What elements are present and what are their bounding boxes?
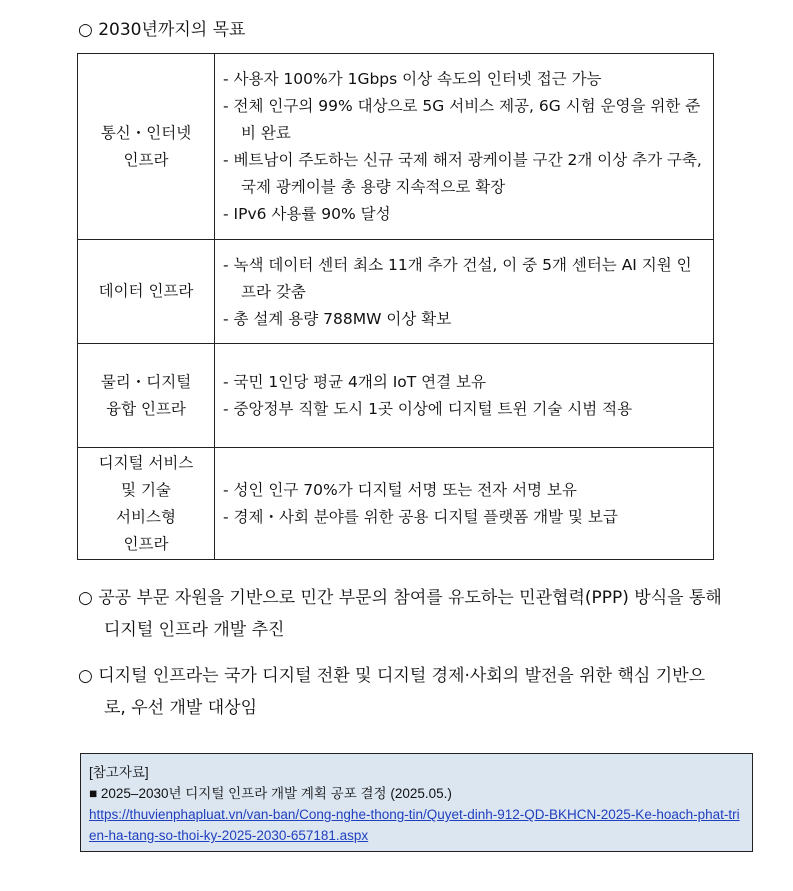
table-row bbox=[78, 344, 714, 448]
goal-item: - 사용자 100%가 1Gbps 이상 속도의 인터넷 접근 가능 bbox=[223, 70, 602, 88]
category-cell bbox=[78, 344, 215, 448]
goal-item: - 총 설계 용량 788MW 이상 확보 bbox=[223, 309, 452, 328]
goal-item: - 국민 1인당 평균 4개의 IoT 연결 보유 bbox=[223, 373, 487, 391]
category-label: 인프라 bbox=[123, 150, 169, 169]
items-cell bbox=[215, 344, 714, 448]
reference-link[interactable]: https://thuvienphapluat.vn/van-ban/Cong-nghe-thong-tin/Quyet-dinh-912-QD-BKHCN-2025-Ke-hoach-phat-trien-ha-tang-so-thoi-ky-2025-2030-657181.aspx bbox=[89, 807, 740, 843]
category-label: 물리・디지털 bbox=[100, 372, 192, 391]
goal-item: - IPv6 사용률 90% 달성 bbox=[223, 205, 391, 223]
section-heading: ○ 2030년까지의 목표 bbox=[78, 20, 246, 40]
goals-table bbox=[77, 53, 714, 560]
category-cell bbox=[78, 240, 215, 344]
category-label: 디지털 서비스 bbox=[98, 453, 194, 472]
category-label: 통신・인터넷 bbox=[100, 123, 192, 142]
table-row bbox=[78, 54, 714, 240]
items-cell bbox=[215, 240, 714, 344]
category-label: 데이터 인프라 bbox=[98, 282, 194, 300]
table-row bbox=[78, 240, 714, 344]
goal-item: - 녹색 데이터 센터 최소 11개 추가 건설, 이 중 5개 센터는 AI 지원 인프라 갖춤 bbox=[223, 255, 692, 301]
category-cell bbox=[78, 54, 215, 240]
category-cell bbox=[78, 448, 215, 560]
goal-item: - 중앙정부 직할 도시 1곳 이상에 디지털 트윈 기술 시범 적용 bbox=[223, 400, 633, 418]
items-cell bbox=[215, 448, 714, 560]
goal-item: - 성인 인구 70%가 디지털 서명 또는 전자 서명 보유 bbox=[223, 481, 577, 499]
items-cell bbox=[215, 54, 714, 240]
goal-item: - 베트남이 주도하는 신규 국제 해저 광케이블 구간 2개 이상 추가 구축, 국제 광케이블 총 용량 지속적으로 확장 bbox=[223, 151, 702, 196]
bullet-paragraph: ○ 디지털 인프라는 국가 디지털 전환 및 디지털 경제·사회의 발전을 위한 핵심 기반으로, 우선 개발 대상임 bbox=[78, 666, 706, 718]
goal-item: - 경제・사회 분야를 위한 공용 디지털 플랫폼 개발 및 보급 bbox=[223, 508, 618, 526]
category-label: 서비스형 bbox=[116, 507, 176, 526]
reference-title: ■ 2025–2030년 디지털 인프라 개발 계획 공포 결정 (2025.05.) bbox=[89, 786, 452, 801]
reference-box bbox=[80, 753, 753, 852]
category-label: 융합 인프라 bbox=[106, 399, 186, 418]
bullet-paragraph: ○ 공공 부문 자원을 기반으로 민간 부문의 참여를 유도하는 민관협력(PPP) 방식을 통해 디지털 인프라 개발 추진 bbox=[78, 588, 722, 640]
goal-item: - 전체 인구의 99% 대상으로 5G 서비스 제공, 6G 시험 운영을 위한 준비 완료 bbox=[223, 97, 701, 142]
table-row bbox=[78, 448, 714, 560]
category-label: 및 기술 bbox=[121, 480, 171, 499]
reference-label: [참고자료] bbox=[89, 765, 149, 780]
category-label: 인프라 bbox=[123, 534, 169, 553]
bullet-list bbox=[78, 582, 723, 738]
